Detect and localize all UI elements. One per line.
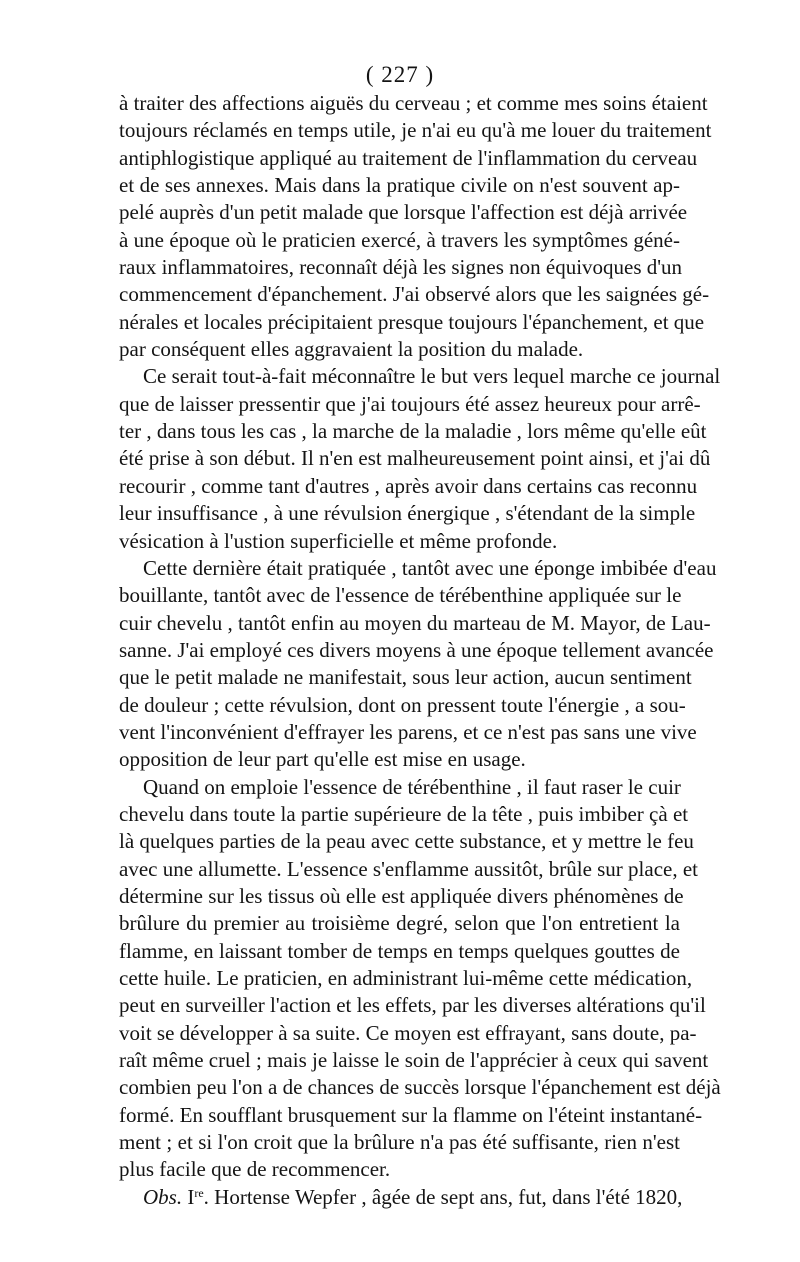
text-line: détermine sur les tissus où elle est appliquée divers phénomènes de — [119, 883, 684, 908]
text-line: recourir , comme tant d'autres , après avoir dans certains cas reconnu — [119, 473, 698, 498]
text-line: par conséquent elles aggravaient la position du malade. — [119, 337, 584, 362]
text-line: Cette dernière était pratiquée , tantôt avec une éponge imbibée d'eau — [143, 555, 717, 580]
text-line: raît même cruel ; mais je laisse le soin de l'apprécier à ceux qui savent — [119, 1048, 709, 1073]
text-line: antiphlogistique appliqué au traitement de l'inflammation du cerveau — [119, 145, 698, 170]
observation-text: . Hortense Wepfer , âgée de sept ans, fut, dans l'été 1820, — [203, 1184, 683, 1209]
observation-numeral-superscript: re — [194, 1185, 204, 1200]
observation-label: Obs. — [143, 1184, 183, 1209]
text-line: brûlure du premier au troisième degré, selon que l'on entretient la — [119, 911, 680, 936]
text-line: ter , dans tous les cas , la marche de la maladie , lors même qu'elle eût — [119, 419, 707, 444]
observation-line — [119, 1184, 683, 1211]
text-line: vésication à l'ustion superficielle et même profonde. — [119, 528, 558, 553]
paragraph — [119, 774, 721, 1184]
text-line: que le petit malade ne manifestait, sous leur action, aucun sentiment — [119, 665, 692, 690]
text-line: Quand on emploie l'essence de térébenthine , il faut raser le cuir — [143, 774, 681, 799]
text-line: cuir chevelu , tantôt enfin au moyen du marteau de M. Mayor, de Lau- — [119, 610, 711, 635]
text-line: cette huile. Le praticien, en administrant lui-même cette médication, — [119, 966, 693, 990]
text-line: combien peu l'on a de chances de succès lorsque l'épanchement est déjà — [119, 1075, 721, 1100]
text-line: été prise à son début. Il n'en est malheureusement point ainsi, et j'ai dû — [119, 446, 711, 471]
text-line: Ce serait tout-à-fait méconnaître le but vers lequel marche ce journal — [143, 364, 721, 389]
page-number: ( 227 ) — [365, 62, 435, 87]
text-line: là quelques parties de la peau avec cette substance, et y mettre le feu — [119, 829, 694, 854]
text-line: peut en surveiller l'action et les effets, par les diverses altérations qu'il — [119, 993, 706, 1018]
text-line: et de ses annexes. Mais dans la pratique civile on n'est souvent ap- — [119, 173, 680, 198]
text-line: que de laisser pressentir que j'ai toujours été assez heureux pour arrê- — [119, 391, 701, 416]
text-line: vent l'inconvénient d'effrayer les parens, et ce n'est pas sans une vive — [119, 719, 697, 744]
text-line: ment ; et si l'on croit que la brûlure n'a pas été suffisante, rien n'est — [119, 1130, 680, 1155]
paragraph — [119, 555, 717, 774]
text-line: nérales et locales précipitaient presque toujours l'épanchement, et que — [119, 309, 705, 334]
observation-numeral: I — [187, 1184, 195, 1209]
text-line: leur insuffisance , à une révulsion énergique , s'étendant de la simple — [119, 501, 696, 526]
text-line: raux inflammatoires, reconnaît déjà les signes non équivoques d'un — [119, 255, 683, 280]
text-line: flamme, en laissant tomber de temps en temps quelques gouttes de — [119, 938, 680, 963]
text-line: voit se développer à sa suite. Ce moyen est effrayant, sans doute, pa- — [119, 1020, 697, 1045]
text-line: avec une allumette. L'essence s'enflamme aussitôt, brûle sur place, et — [119, 856, 699, 881]
body-text — [119, 90, 721, 1211]
text-line: pelé auprès d'un petit malade que lorsque l'affection est déjà arrivée — [119, 200, 688, 225]
text-line: opposition de leur part qu'elle est mise en usage. — [119, 747, 526, 772]
text-line: sanne. J'ai employé ces divers moyens à une époque tellement avancée — [119, 637, 714, 662]
text-line: à une époque où le praticien exercé, à travers les symptômes géné- — [119, 227, 680, 252]
text-line: formé. En soufflant brusquement sur la flamme on l'éteint instantané- — [119, 1102, 703, 1127]
text-line: toujours réclamés en temps utile, je n'ai eu qu'à me louer du traitement — [119, 118, 712, 143]
paragraph — [119, 90, 712, 363]
text-line: bouillante, tantôt avec de l'essence de térébenthine appliquée sur le — [119, 583, 682, 608]
paragraph — [119, 363, 721, 554]
text-line: commencement d'épanchement. J'ai observé alors que les saignées gé- — [119, 282, 710, 307]
text-line: chevelu dans toute la partie supérieure de la tête , puis imbiber çà et — [119, 801, 689, 826]
text-line: à traiter des affections aiguës du cerveau ; et comme mes soins étaient — [119, 91, 708, 115]
text-line: de douleur ; cette révulsion, dont on pressent toute l'énergie , a sou- — [119, 692, 686, 717]
text-line: plus facile que de recommencer. — [119, 1157, 391, 1182]
